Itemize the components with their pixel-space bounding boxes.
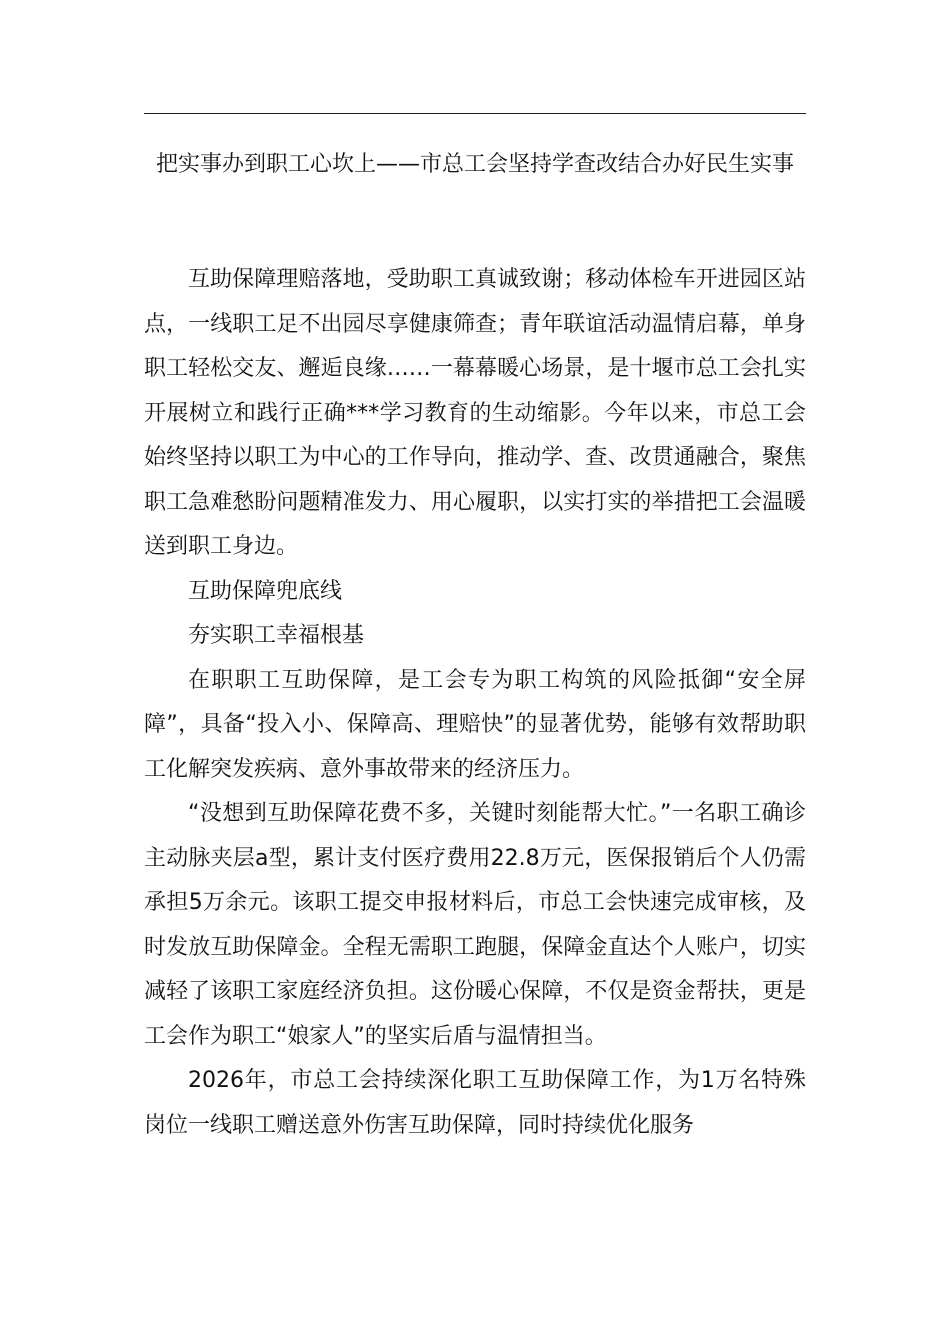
paragraph-case-story: “没想到互助保障花费不多，关键时刻能帮大忙。”一名职工确诊主动脉夹层a型，累计支付医疗费用22.8万元，医保报销后个人仍需承担5万余元。该职工提交申报材料后，市总工会快速完成审核，及时发放互助保障金。全程无需职工跑腿，保障金直达个人账户，切实减轻了该职工家庭经济负担。这份暖心保障，不仅是资金帮扶，更是工会作为职工“娘家人”的坚实后盾与温情担当。 [144,801,806,1049]
header-rule [144,113,806,114]
paragraph-intro: 互助保障理赔落地，受助职工真诚致谢；移动体检车开进园区站点，一线职工足不出园尽享健康筛查；青年联谊活动温情启幕，单身职工轻松交友、邂逅良缘……一幕幕暖心场景，是十堰市总工会扎实开展树立和践行正确***学习教育的生动缩影。今年以来，市总工会始终坚持以职工为中心的工作导向，推动学、查、改贯通融合，聚焦职工急难愁盼问题精准发力、用心履职，以实打实的举措把工会温暖送到职工身边。 [144,267,806,559]
document-body [144,258,806,1148]
paragraph-mutual-aid: 在职职工互助保障，是工会专为职工构筑的风险抵御“安全屏障”，具备“投入小、保障高、理赔快”的显著优势，能够有效帮助职工化解突发疾病、意外事故带来的经济压力。 [144,667,806,782]
section-heading-line-2: 夯实职工幸福根基 [188,623,365,648]
section-heading-line-1: 互助保障兜底线 [188,578,343,604]
paragraph-2026-plan: 2026年，市总工会持续深化职工互助保障工作，为1万名特殊岗位一线职工赠送意外伤害互助保障，同时持续优化服务 [144,1068,806,1138]
document-title: 把实事办到职工心坎上——市总工会坚持学查改结合办好民生实事 [155,152,794,177]
